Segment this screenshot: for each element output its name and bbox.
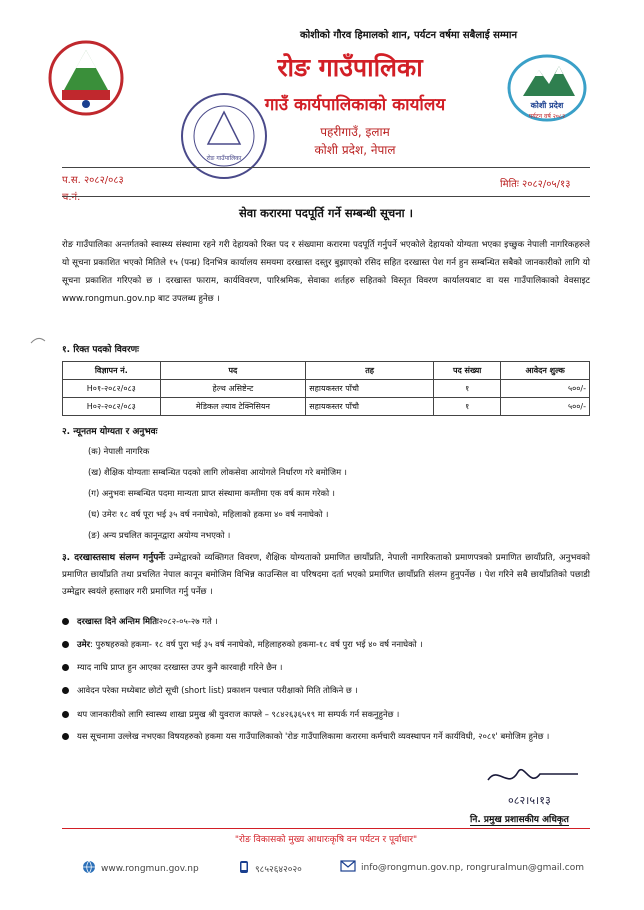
- bullet-deadline: [62, 613, 590, 630]
- koshi-tourism-logo-icon: [505, 52, 589, 128]
- table-cell: १: [433, 380, 500, 398]
- table-header-row: [63, 362, 590, 380]
- notice-intro: रोङ गाउँपालिका अन्तर्गतको स्वास्थ्य संस्थामा रहने गरी देहायको रिक्त पद र संख्यामा करारमा पदपूर्ति गर्नुपर्ने भएकोले देहायको योग्यता भएका इच्छुक नेपाली नागरिकहरुले यो सूचना प्रकाशित भएको मितिले १५ (पन्ध्र) दिनभित्र कार्यालय समयमा दरखास्त दस्तुर बुझाएको रसिद सहित दरखास्त पेश गर्न हुन सम्बन्धित सबैको जानकारीको लागि यो सूचना प्रकाशित गरिएको छ । दरखास्त फाराम, कार्यविवरण, पारिश्रमिक, सेवाका शर्तहरु सहितको विस्तृत विवरण कार्यालयबाट वा यस गाउँपालिकाको वेवसाइट www.rongmun.gov.np बाट उपलब्ध हुनेछ ।: [62, 240, 590, 304]
- bullet-age: [62, 636, 590, 653]
- column-header: पद संख्या: [433, 362, 500, 380]
- signature-date: ०८२।५।१३: [508, 794, 551, 807]
- section-3-heading: ३. दरखास्तसाथ संलग्न गर्नुपर्नेः: [62, 553, 166, 563]
- nepal-emblem-icon: [46, 38, 126, 122]
- table-cell: हेल्थ असिष्टेन्ट: [160, 380, 306, 398]
- notice-subject: सेवा करारमा पदपूर्ति गर्ने सम्बन्धी सूचना ।: [239, 206, 413, 220]
- logo-text-1: कोशी प्रदेश: [530, 101, 564, 110]
- qualification-item: (क) नेपाली नागरिक: [88, 446, 150, 456]
- table-cell: १: [433, 398, 500, 416]
- section-3: [62, 550, 590, 601]
- qualification-item: (ख) शैक्षिक योग्यताः सम्बन्धित पदको लागि लोकसेवा आयोगले निर्धारण गरे बमोजिम ।: [88, 467, 347, 477]
- office-name: गाउँ कार्यपालिकाको कार्यालय: [264, 95, 446, 115]
- column-header: विज्ञापन नं.: [63, 362, 161, 380]
- ref-divider: [62, 196, 590, 197]
- margin-mark: [30, 330, 46, 349]
- table-cell: सहायकस्तर पाँचौ: [306, 380, 434, 398]
- deadline-label: दरखास्त दिने अन्तिम मितिः: [77, 616, 159, 626]
- column-header: पद: [160, 362, 306, 380]
- reference-number: प.स. २०८२/०८३: [62, 175, 124, 186]
- bullet-text: थप जानकारीको लागि स्वास्थ्य शाखा प्रमुख श्री युवराज काफ्ले – ९८४२६३६५१९ मा सम्पर्क गर्न सकनुहुनेछ ।: [77, 709, 400, 719]
- footer-email: [340, 860, 584, 875]
- header-divider: [62, 167, 590, 168]
- table-cell: मेडिकल ल्याव टेक्निसियन: [160, 398, 306, 416]
- section-3-text: उम्मेद्वारको व्यक्तिगत विवरण, शैक्षिक योग्यताको प्रमाणित छायाँप्रति, नेपाली नागरिकताको प्रमाणपत्रको प्रमाणित छायाँप्रति, अनुभवको प्रमाणित छायाँप्रति तथा प्रचलित नेपाल कानून बमोजिम विभिन्न काउन्सिल वा परिषदमा दर्ता भएको प्रमाणित छायाँप्रति संलग्न हुनुपर्नेछ । पेश गरिने सबै छायाँप्रतिको पछाडी उम्मेद्वार स्वयंले हस्ताक्षर गरी प्रमाणित गर्नु पर्नेछ ।: [62, 553, 591, 597]
- footer-website: [82, 860, 199, 877]
- signatory-prefix: नि.: [470, 815, 481, 825]
- signature: [478, 760, 588, 814]
- website-link[interactable]: www.rongmun.gov.np: [101, 863, 199, 874]
- phone-icon: [238, 860, 250, 877]
- bullet-item: [62, 659, 590, 676]
- table-cell: ५००/-: [501, 380, 590, 398]
- section-2-heading: २. न्यूनतम योग्यता र अनुभवः: [62, 427, 158, 437]
- column-header: आवेदन शुल्क: [501, 362, 590, 380]
- signatory-role: प्रमुख प्रशासकीय अधिकृत: [483, 815, 569, 825]
- footer-divider: [62, 828, 590, 829]
- qualification-item: (ग) अनुभवः सम्बन्धित पदमा मान्यता प्राप्त संस्थामा कम्तीमा एक वर्ष काम गरेको ।: [88, 488, 335, 498]
- section-1-heading: १. रिक्त पदको विवरणः: [62, 345, 139, 355]
- table-row: [63, 380, 590, 398]
- deadline-value: २०८२-०५-२७ गते ।: [158, 616, 218, 626]
- address-line-1: पहरीगाउँ, इलाम: [320, 125, 390, 139]
- bullet-text: आवेदन परेका मध्येबाट छोटो सूची (short list) प्रकाशन पश्चात परीक्षाको मिति तोकिने छ ।: [77, 685, 358, 695]
- bullet-text: यस सूचनामा उल्लेख नभएका विषयहरुको हकमा यस गाउँपालिकाको 'रोङ गाउँपालिकामा करारमा कर्मचारी व्यवस्थापन गर्ने कार्यविधी, २०८१' बमोजिम हुनेछ ।: [77, 731, 550, 741]
- logo-text-2: पर्यटन वर्ष २०८२: [528, 113, 566, 120]
- signatory-title: [470, 812, 569, 826]
- qualification-item: (घ) उमेरः १८ वर्ष पूरा भई ३५ वर्ष ननाघेको, महिलाको हकमा ४० वर्ष ननाघेको ।: [88, 509, 329, 519]
- footer-slogan: "रोङ विकासको मुख्य आधारःकृषि वन पर्यटन र पूर्वाधार": [234, 835, 418, 845]
- municipality-title: रोङ गाउँपालिका: [277, 53, 423, 82]
- email-address[interactable]: info@rongmun.gov.np, rongruralmun@gmail.com: [361, 862, 584, 873]
- footer-phone: [238, 860, 302, 877]
- office-seal-icon: [178, 90, 270, 186]
- phone-number[interactable]: ९८५२६४२०२०: [255, 865, 302, 875]
- dispatch-number: च.नं.: [62, 192, 81, 203]
- bullet-item: [62, 728, 605, 745]
- mail-icon: [340, 860, 356, 875]
- bullet-icon: [62, 664, 69, 671]
- age-value: : पुरुषहरुको हकमा- १८ वर्ष पुरा भई ३५ वर्ष ननाघेको, महिलाहरुको हकमा-१८ वर्ष पुरा भई ४० वर्ष ननाघेको ।: [90, 639, 423, 649]
- tagline: कोशीको गौरव हिमालको शान, पर्यटन वर्षमा सबैलाई सम्मान: [300, 30, 518, 41]
- svg-text:रोङ गाउँपालिका: रोङ गाउँपालिका: [206, 155, 242, 162]
- bullet-icon: [62, 618, 69, 625]
- bullet-icon: [62, 733, 69, 740]
- bullet-text: म्याद नाघि प्राप्त हुन आएका दरखास्त उपर कुनै कारवाही गरिने छैन ।: [77, 662, 283, 672]
- age-label: उमेर: [77, 639, 91, 649]
- qualification-item: (ङ) अन्य प्रचलित कानूनद्वारा अयोग्य नभएको ।: [88, 530, 231, 540]
- table-cell: H०१-२०८२/०८३: [63, 380, 161, 398]
- bullet-icon: [62, 687, 69, 694]
- address-line-2: कोशी प्रदेश, नेपाल: [314, 143, 396, 157]
- globe-icon: [82, 860, 96, 877]
- table-cell: ५००/-: [501, 398, 590, 416]
- notice-date: मितिः २०८२/०५/१३: [500, 179, 571, 190]
- table-cell: सहायकस्तर पाँचौ: [306, 398, 434, 416]
- table-cell: H०२-२०८२/०८३: [63, 398, 161, 416]
- bullet-icon: [62, 711, 69, 718]
- bullet-icon: [62, 641, 69, 648]
- vacancy-table: [62, 361, 590, 416]
- bullet-item: [62, 706, 590, 723]
- column-header: तह: [306, 362, 434, 380]
- bullet-item: [62, 682, 590, 699]
- table-row: [63, 398, 590, 416]
